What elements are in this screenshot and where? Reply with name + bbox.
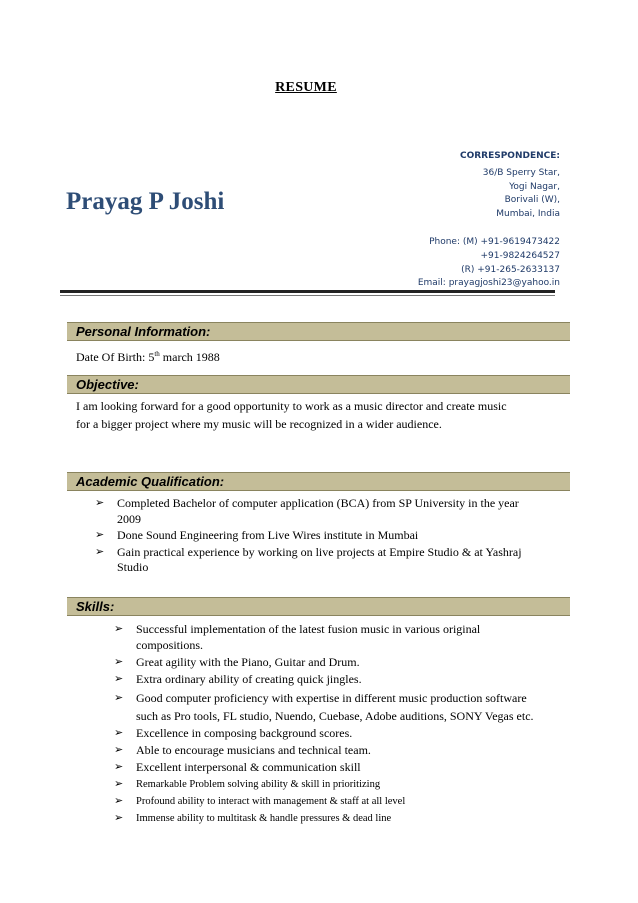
list-item: ➢ Immense ability to multitask & handle pressures & dead line [114,811,574,827]
list-item: ➢ Done Sound Engineering from Live Wires institute in Mumbai [95,528,419,542]
arrow-bullet-icon: ➢ [114,655,124,668]
phone-mobile-1: Phone: (M) +91-9619473422 [429,236,560,247]
arrow-bullet-icon: ➢ [114,812,124,824]
arrow-bullet-icon: ➢ [95,529,105,541]
list-item: ➢ Extra ordinary ability of creating quick jingles. [114,671,362,686]
address-line: 36/B Sperry Star, [482,167,560,178]
arrow-bullet-icon: ➢ [114,778,124,790]
candidate-name: Prayag P Joshi [66,188,225,215]
list-item: ➢ Excellence in composing background scores. [114,726,353,740]
list-item: ➢ Profound ability to interact with management & staff at all level [114,794,574,810]
arrow-bullet-icon: ➢ [114,795,124,807]
objective-text: I am looking forward for a good opportunity to work as a music director and create music for a bigger project where my music will be recognized in a wider audience. [76,399,507,431]
list-item: ➢ Successful implementation of the latest fusion music in various original compositions. [114,622,481,652]
arrow-bullet-icon: ➢ [95,497,105,509]
list-item: ➢ Excellent interpersonal & communication skill [114,760,361,774]
arrow-bullet-icon: ➢ [114,727,124,739]
list-item: ➢ Able to encourage musicians and technical team. [114,743,371,757]
skills-heading: Skills: [67,597,570,616]
objective-heading: Objective: [67,375,570,394]
list-item: ➢ Gain practical experience by working on live projects at Empire Studio & at Yashraj Studio [95,544,522,574]
header-divider [60,290,555,293]
arrow-bullet-icon: ➢ [114,744,124,756]
date-of-birth: Date Of Birth: 5th march 1988 [76,350,220,364]
arrow-bullet-icon: ➢ [114,691,124,704]
address-line: Yogi Nagar, [509,181,560,192]
arrow-bullet-icon: ➢ [95,545,105,558]
arrow-bullet-icon: ➢ [114,672,124,685]
correspondence-label: CORRESPONDENCE: [459,151,560,161]
list-item: ➢ Remarkable Problem solving ability & skill in prioritizing [114,777,574,793]
arrow-bullet-icon: ➢ [114,761,124,773]
address-line: Mumbai, India [496,209,560,220]
address-line: Borivali (W), [504,195,560,206]
phone-mobile-2: +91-9824264527 [480,250,560,261]
header-divider-thin [60,295,555,296]
document-title: RESUME [275,80,337,95]
list-item: ➢ Completed Bachelor of computer application (BCA) from SP University in the year 2009 [95,496,519,526]
list-item: ➢ Great agility with the Piano, Guitar and Drum. [114,654,360,669]
phone-residence: (R) +91-265-2633137 [461,264,560,275]
academic-heading: Academic Qualification: [67,472,570,491]
personal-info-heading: Personal Information: [67,322,570,341]
arrow-bullet-icon: ➢ [114,623,124,635]
skills-list [114,622,574,828]
contact-block [418,150,560,291]
academic-list [95,496,565,577]
list-item: ➢ Good computer proficiency with expertise in different music production software such as Pro tools, FL studio, Nuendo, Cuebase, Adobe auditions, SONY Vegas etc. [114,690,534,723]
email-link[interactable]: Email: prayagjoshi23@yahoo.in [417,278,560,289]
